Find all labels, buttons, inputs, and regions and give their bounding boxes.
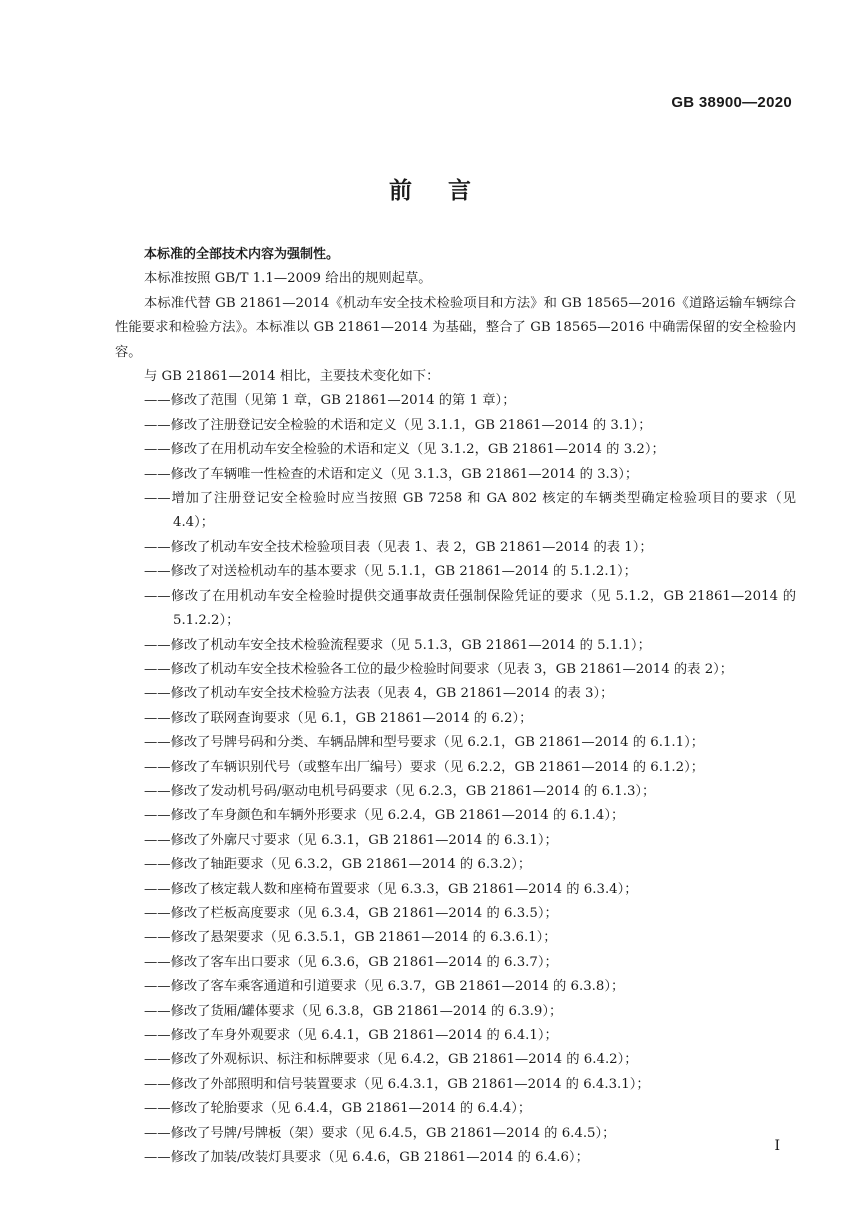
- change-item: ——修改了货厢/罐体要求（见 6.3.8，GB 21861—2014 的 6.3.9）；: [144, 1003, 563, 1019]
- change-item: ——修改了车身外观要求（见 6.4.1，GB 21861—2014 的 6.4.1）；: [144, 1028, 558, 1043]
- change-item: ——修改了外部照明和信号装置要求（见 6.4.3.1，GB 21861—2014 的 6.4.3.1）；: [144, 1076, 650, 1092]
- change-item: ——修改了加装/改装灯具要求（见 6.4.6，GB 21861—2014 的 6.4.6）；: [144, 1150, 589, 1166]
- change-item: ——修改了机动车安全技术检验项目表（见表 1、表 2，GB 21861—2014 的表 1）；: [144, 539, 653, 555]
- document-body: [115, 243, 796, 1170]
- change-item: ——修改了车辆识别代号（或整车出厂编号）要求（见 6.2.2，GB 21861—2014 的 6.1.2）；: [144, 759, 705, 775]
- change-item: ——修改了对送检机动车的基本要求（见 5.1.1，GB 21861—2014 的 5.1.2.1）；: [144, 564, 637, 580]
- change-item: ——修改了外观标识、标注和标牌要求（见 6.4.2，GB 21861—2014 的 6.4.2）；: [144, 1052, 638, 1068]
- change-item: ——修改了轮胎要求（见 6.4.4，GB 21861—2014 的 6.4.4）；: [144, 1101, 532, 1117]
- change-item: ——修改了机动车安全技术检验方法表（见表 4，GB 21861—2014 的表 3）；: [144, 686, 614, 702]
- change-item: ——修改了号牌号码和分类、车辆品牌和型号要求（见 6.2.1，GB 21861—2014 的 6.1.1）；: [144, 735, 705, 751]
- change-item: ——修改了悬架要求（见 6.3.5.1，GB 21861—2014 的 6.3.6.1）；: [144, 930, 557, 946]
- change-item: ——修改了车身颜色和车辆外形要求（见 6.2.4，GB 21861—2014 的 6.1.4）；: [144, 808, 625, 824]
- changes-list: [144, 389, 796, 1170]
- change-item: ——修改了车辆唯一性检查的术语和定义（见 3.1.3，GB 21861—2014 的 3.3）；: [144, 466, 639, 482]
- change-item: ——修改了轴距要求（见 6.3.2，GB 21861—2014 的 6.3.2）；: [144, 857, 532, 873]
- paragraph-mandatory: 本标准的全部技术内容为强制性。: [144, 247, 340, 262]
- paragraph-changes-intro: 与 GB 21861—2014 相比，主要技术变化如下：: [144, 369, 440, 385]
- paragraph-replacement: 本标准代替 GB 21861—2014《机动车安全技术检验项目和方法》和 GB 18565—2016《道路运输车辆综合性能要求和检验方法》。本标准以 GB 21861—2014 为基础，整合了 GB 18565—2016 中确需保留的安全检验内容。: [115, 295, 796, 360]
- change-item: ——修改了栏板高度要求（见 6.3.4，GB 21861—2014 的 6.3.5）；: [144, 905, 558, 921]
- change-item: ——修改了在用机动车安全检验的术语和定义（见 3.1.2，GB 21861—2014 的 3.2）；: [144, 442, 665, 458]
- change-item: ——修改了联网查询要求（见 6.1，GB 21861—2014 的 6.2）；: [144, 710, 533, 726]
- change-item: ——修改了发动机号码/驱动电机号码要求（见 6.2.3，GB 21861—2014 的 6.1.3）；: [144, 783, 656, 799]
- change-item: ——修改了注册登记安全检验的术语和定义（见 3.1.1，GB 21861—2014 的 3.1）；: [144, 417, 652, 433]
- change-item: ——修改了机动车安全技术检验流程要求（见 5.1.3，GB 21861—2014 的 5.1.1）；: [144, 637, 651, 653]
- change-item: ——修改了核定载人数和座椅布置要求（见 6.3.3，GB 21861—2014 的 6.3.4）；: [144, 881, 638, 897]
- change-item: ——修改了客车乘客通道和引道要求（见 6.3.7，GB 21861—2014 的 6.3.8）；: [144, 979, 625, 995]
- change-item: ——增加了注册登记安全检验时应当按照 GB 7258 和 GA 802 核定的车辆类型确定检验项目的要求（见 4.4）；: [144, 491, 796, 531]
- change-item: ——修改了机动车安全技术检验各工位的最少检验时间要求（见表 3，GB 21861—2014 的表 2）；: [144, 661, 734, 677]
- change-item: ——修改了范围（见第 1 章，GB 21861—2014 的第 1 章）；: [144, 393, 516, 409]
- change-item: ——修改了号牌/号牌板（架）要求（见 6.4.5，GB 21861—2014 的 6.4.5）；: [144, 1125, 616, 1141]
- change-item: ——修改了客车出口要求（见 6.3.6，GB 21861—2014 的 6.3.7）；: [144, 954, 558, 970]
- change-item: ——修改了在用机动车安全检验时提供交通事故责任强制保险凭证的要求（见 5.1.2，GB 21861—2014 的 5.1.2.2）；: [144, 588, 796, 629]
- standard-code: GB 38900—2020: [671, 94, 792, 111]
- page-title: 前 言: [388, 178, 471, 204]
- page-number: I: [774, 1138, 780, 1154]
- change-item: ——修改了外廓尺寸要求（见 6.3.1，GB 21861—2014 的 6.3.1）；: [144, 832, 558, 848]
- paragraph-drafting-rules: 本标准按照 GB/T 1.1—2009 给出的规则起草。: [144, 271, 432, 287]
